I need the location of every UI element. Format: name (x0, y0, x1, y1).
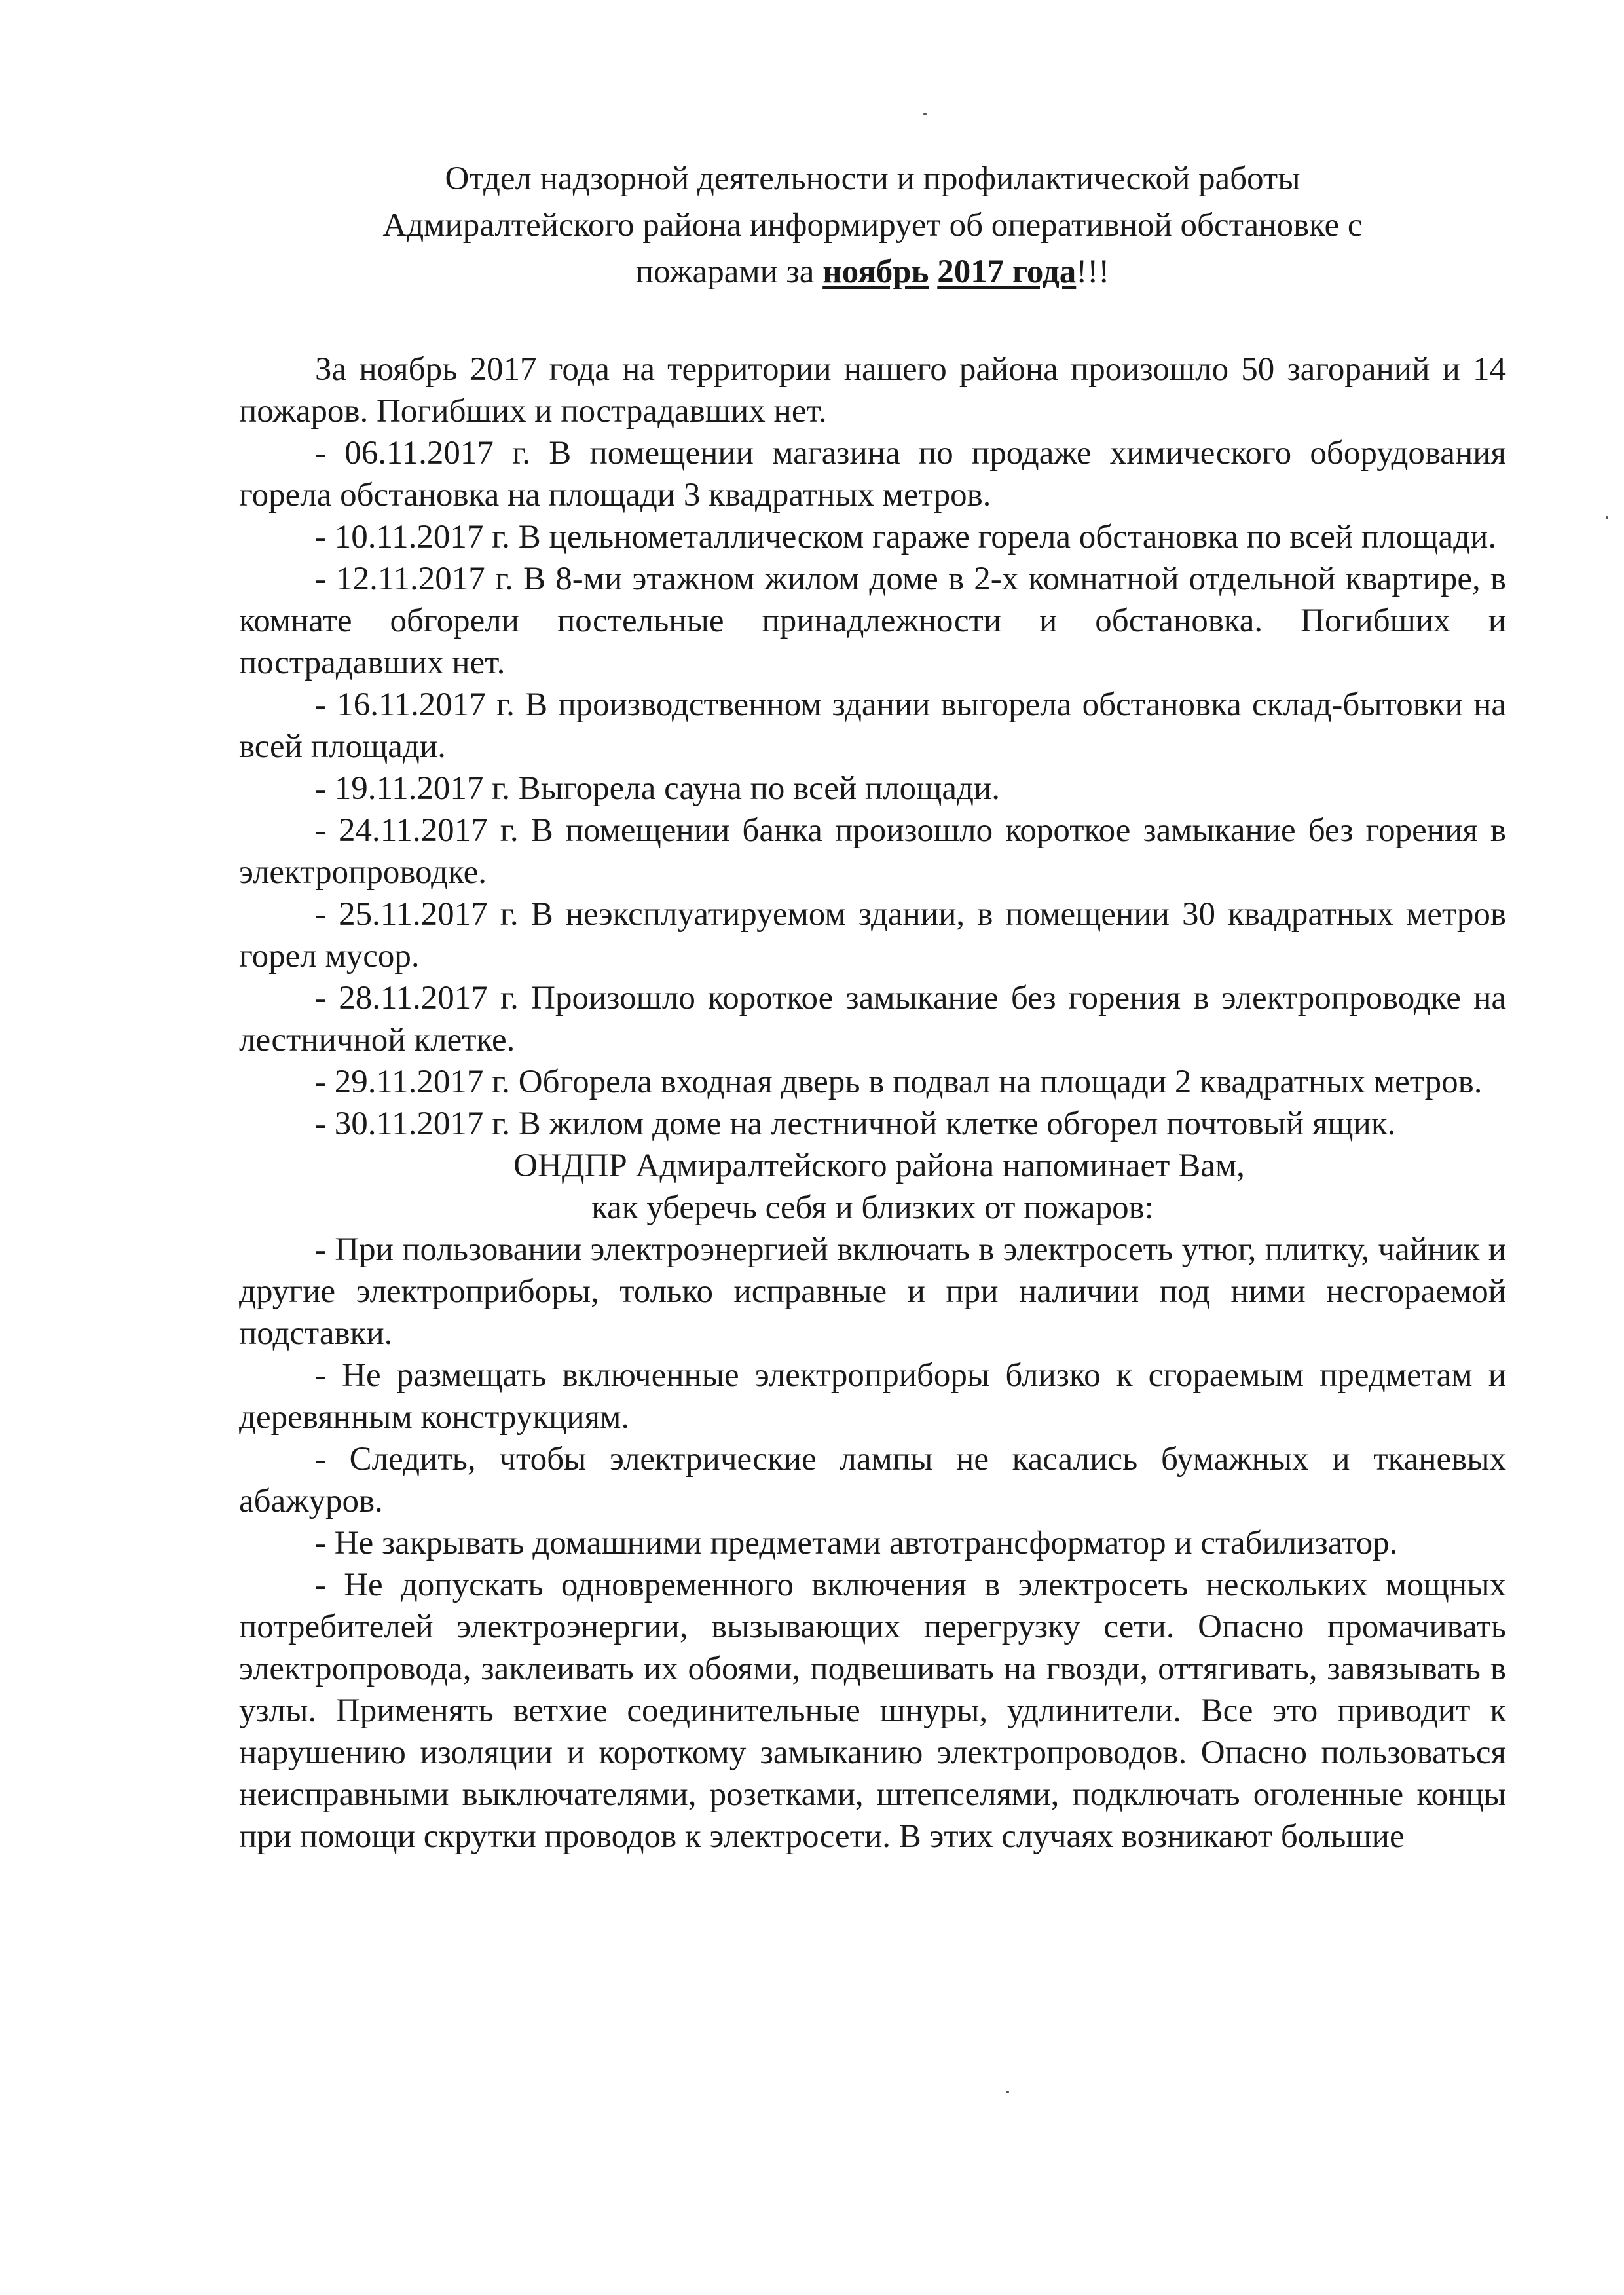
incident-item: - 28.11.2017 г. Произошло короткое замыкание без горения в электропроводке на лестничной клетке. (239, 980, 1506, 1058)
advice-item: - При пользовании электроэнергией включать в электросеть утюг, плитку, чайник и другие электроприборы, только исправные и при наличии под ними несгораемой подставки. (239, 1231, 1506, 1352)
reminder-heading (239, 1145, 1506, 1229)
document-body (239, 156, 1506, 1857)
heading-space (929, 253, 938, 290)
incident-item: - 24.11.2017 г. В помещении банка произошло короткое замыкание без горения в электропроводке. (239, 812, 1506, 891)
heading-year: 2017 года (937, 253, 1077, 290)
heading-prefix: пожарами за (635, 253, 823, 290)
heading-month: ноябрь (822, 253, 929, 290)
advice-list (239, 1229, 1506, 1857)
heading-line-2: Адмиралтейского района информирует об оперативной обстановке с (382, 207, 1363, 244)
advice-item: - Не закрывать домашними предметами автотрансформатор и стабилизатор. (315, 1525, 1398, 1561)
scan-speck (923, 113, 927, 115)
heading-line-1: Отдел надзорной деятельности и профилактической работы (445, 160, 1301, 197)
scan-speck (1006, 2091, 1009, 2093)
heading-line-3 (239, 249, 1506, 295)
reminder-line-1: ОНДПР Адмиралтейского района напоминает Вам, (513, 1148, 1245, 1184)
incident-item: - 16.11.2017 г. В производственном здании выгорела обстановка склад-бытовки на всей площади. (239, 686, 1506, 765)
advice-item: - Не допускать одновременного включения в электросеть нескольких мощных потребителей электроэнергии, вызывающих перегрузку сети. Опасно промачивать электропровода, заклеивать их обоями, подвешивать на гвозди, оттягивать, завязывать в узлы. Применять ветхие соединительные шнуры, удлинители. Все это приводит к нарушению изоляции и короткому замыканию электропроводов. Опасно пользоваться неисправными выключателями, розетками, штепселями, подключать оголенные концы при помощи скрутки проводов к электросети. В этих случаях возникают большие (239, 1567, 1506, 1855)
summary-paragraph: За ноябрь 2017 года на территории нашего района произошло 50 загораний и 14 пожаров. Погибших и пострадавших нет. (239, 351, 1506, 430)
incident-item: - 12.11.2017 г. В 8-ми этажном жилом доме в 2-х комнатной отдельной квартире, в комнате обгорели постельные принадлежности и обстановка. Погибших и пострадавших нет. (239, 561, 1506, 681)
incident-item: - 25.11.2017 г. В неэксплуатируемом здании, в помещении 30 квадратных метров горел мусор. (239, 896, 1506, 975)
scan-speck (1606, 516, 1608, 519)
incident-item: - 06.11.2017 г. В помещении магазина по продаже химического оборудования горела обстановка на площади 3 квадратных метров. (239, 435, 1506, 513)
incident-list (239, 432, 1506, 1145)
document-heading (239, 156, 1506, 295)
reminder-line-2: как уберечь себя и близких от пожаров: (591, 1189, 1154, 1226)
advice-item: - Следить, чтобы электрические лампы не касались бумажных и тканевых абажуров. (239, 1441, 1506, 1520)
incident-item: - 19.11.2017 г. Выгорела сауна по всей площади. (315, 770, 1001, 807)
incident-item: - 29.11.2017 г. Обгорела входная дверь в подвал на площади 2 квадратных метров. (315, 1064, 1483, 1100)
incident-item: - 30.11.2017 г. В жилом доме на лестничной клетке обгорел почтовый ящик. (315, 1106, 1396, 1142)
advice-item: - Не размещать включенные электроприборы близко к сгораемым предметам и деревянным конструкциям. (239, 1357, 1506, 1436)
incident-item: - 10.11.2017 г. В цельнометаллическом гараже горела обстановка по всей площади. (315, 519, 1497, 555)
heading-suffix: !!! (1076, 253, 1110, 290)
